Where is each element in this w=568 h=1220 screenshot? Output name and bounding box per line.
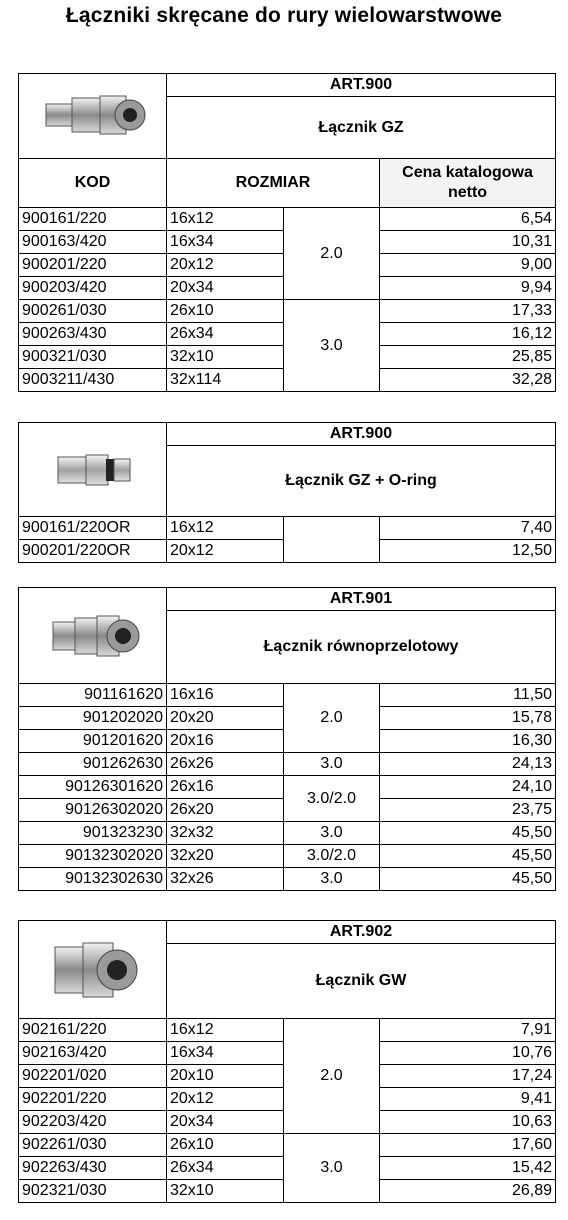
kod-cell: 900161/220OR — [19, 517, 167, 540]
fitting-straight-icon — [43, 606, 143, 666]
size-cell: 26x16 — [167, 776, 284, 799]
size-cell: 26x34 — [167, 1157, 284, 1180]
size-cell: 20x12 — [167, 254, 284, 277]
col-header-kod: KOD — [19, 159, 167, 208]
fitting-gw-icon — [43, 935, 143, 1005]
price-cell: 45,50 — [380, 868, 556, 891]
kod-cell: 901201620 — [19, 730, 167, 753]
price-cell: 26,89 — [380, 1180, 556, 1203]
group-cell: 3.0/2.0 — [284, 845, 380, 868]
table-row — [19, 1134, 556, 1157]
price-cell: 7,91 — [380, 1019, 556, 1042]
kod-cell: 900161/220 — [19, 208, 167, 231]
size-cell: 26x20 — [167, 799, 284, 822]
kod-cell: 900261/030 — [19, 300, 167, 323]
size-cell: 32x10 — [167, 346, 284, 369]
product-image-cell — [19, 74, 167, 159]
art-number: ART.902 — [167, 921, 556, 944]
size-cell: 20x34 — [167, 277, 284, 300]
product-name: Łącznik równoprzelotowy — [167, 611, 556, 684]
price-cell: 16,30 — [380, 730, 556, 753]
kod-cell: 90126301620 — [19, 776, 167, 799]
price-cell: 10,76 — [380, 1042, 556, 1065]
price-cell: 15,78 — [380, 707, 556, 730]
size-cell: 16x34 — [167, 231, 284, 254]
table-art900-gz-oring — [18, 422, 556, 563]
kod-cell: 900203/420 — [19, 277, 167, 300]
price-cell: 16,12 — [380, 323, 556, 346]
price-cell: 17,24 — [380, 1065, 556, 1088]
kod-cell: 900201/220OR — [19, 540, 167, 563]
table-row — [19, 1019, 556, 1042]
size-cell: 32x26 — [167, 868, 284, 891]
price-cell: 6,54 — [380, 208, 556, 231]
price-cell: 11,50 — [380, 684, 556, 707]
size-cell: 16x16 — [167, 684, 284, 707]
product-name: Łącznik GZ + O-ring — [167, 446, 556, 517]
art-number: ART.901 — [167, 588, 556, 611]
size-cell: 16x34 — [167, 1042, 284, 1065]
table-art902 — [18, 920, 556, 1203]
size-cell: 20x34 — [167, 1111, 284, 1134]
table-row — [19, 517, 556, 540]
kod-cell: 902321/030 — [19, 1180, 167, 1203]
kod-cell: 900321/030 — [19, 346, 167, 369]
group-cell-empty — [284, 517, 380, 563]
size-cell: 26x26 — [167, 753, 284, 776]
price-cell: 17,33 — [380, 300, 556, 323]
size-cell: 26x34 — [167, 323, 284, 346]
price-cell: 25,85 — [380, 346, 556, 369]
kod-cell: 90126302020 — [19, 799, 167, 822]
price-cell: 24,10 — [380, 776, 556, 799]
fitting-gz-oring-icon — [48, 445, 138, 495]
size-cell: 20x16 — [167, 730, 284, 753]
size-cell: 20x12 — [167, 540, 284, 563]
size-cell: 32x32 — [167, 822, 284, 845]
fitting-gz-icon — [38, 86, 148, 146]
kod-cell: 90132302020 — [19, 845, 167, 868]
table-row — [19, 776, 556, 799]
size-cell: 20x20 — [167, 707, 284, 730]
kod-cell: 90132302630 — [19, 868, 167, 891]
product-image-cell — [19, 588, 167, 684]
kod-cell: 902161/220 — [19, 1019, 167, 1042]
kod-cell: 900163/420 — [19, 231, 167, 254]
table-art900-gz — [18, 73, 556, 392]
art-number: ART.900 — [167, 74, 556, 97]
price-cell: 23,75 — [380, 799, 556, 822]
price-cell: 24,13 — [380, 753, 556, 776]
group-cell: 3.0 — [284, 753, 380, 776]
product-image-cell — [19, 423, 167, 517]
table-art901 — [18, 587, 556, 891]
group-cell: 3.0 — [284, 300, 380, 392]
size-cell: 26x10 — [167, 1134, 284, 1157]
table-row — [19, 684, 556, 707]
kod-cell: 9003211/430 — [19, 369, 167, 392]
group-cell: 3.0 — [284, 822, 380, 845]
group-cell: 2.0 — [284, 208, 380, 300]
col-header-rozmiar: ROZMIAR — [167, 159, 380, 208]
table-row — [19, 208, 556, 231]
table-row — [19, 868, 556, 891]
size-cell: 26x10 — [167, 300, 284, 323]
price-cell: 9,94 — [380, 277, 556, 300]
size-cell: 20x10 — [167, 1065, 284, 1088]
price-cell: 32,28 — [380, 369, 556, 392]
kod-cell: 902261/030 — [19, 1134, 167, 1157]
table-row — [19, 822, 556, 845]
size-cell: 16x12 — [167, 517, 284, 540]
product-name: Łącznik GZ — [167, 97, 556, 159]
art-number: ART.900 — [167, 423, 556, 446]
table-row — [19, 753, 556, 776]
group-cell: 3.0/2.0 — [284, 776, 380, 822]
size-cell: 32x114 — [167, 369, 284, 392]
price-cell: 45,50 — [380, 845, 556, 868]
price-cell: 12,50 — [380, 540, 556, 563]
kod-cell: 901323230 — [19, 822, 167, 845]
price-cell: 7,40 — [380, 517, 556, 540]
col-header-cena: Cena katalogowa netto — [380, 159, 556, 208]
kod-cell: 902163/420 — [19, 1042, 167, 1065]
product-image-cell — [19, 921, 167, 1019]
product-name: Łącznik GW — [167, 944, 556, 1019]
group-cell: 2.0 — [284, 684, 380, 753]
group-cell: 3.0 — [284, 1134, 380, 1203]
price-cell: 17,60 — [380, 1134, 556, 1157]
price-cell: 15,42 — [380, 1157, 556, 1180]
group-cell: 2.0 — [284, 1019, 380, 1134]
kod-cell: 901262630 — [19, 753, 167, 776]
group-cell: 3.0 — [284, 868, 380, 891]
size-cell: 20x12 — [167, 1088, 284, 1111]
table-row — [19, 845, 556, 868]
page-title: Łączniki skręcane do rury wielowarstwowe — [65, 4, 503, 27]
size-cell: 32x20 — [167, 845, 284, 868]
size-cell: 16x12 — [167, 208, 284, 231]
kod-cell: 902263/430 — [19, 1157, 167, 1180]
kod-cell: 902201/220 — [19, 1088, 167, 1111]
kod-cell: 902201/020 — [19, 1065, 167, 1088]
table-row — [19, 300, 556, 323]
kod-cell: 902203/420 — [19, 1111, 167, 1134]
price-cell: 10,31 — [380, 231, 556, 254]
kod-cell: 900263/430 — [19, 323, 167, 346]
price-cell: 45,50 — [380, 822, 556, 845]
price-cell: 9,00 — [380, 254, 556, 277]
price-cell: 10,63 — [380, 1111, 556, 1134]
price-cell: 9,41 — [380, 1088, 556, 1111]
kod-cell: 901202020 — [19, 707, 167, 730]
kod-cell: 901161620 — [19, 684, 167, 707]
kod-cell: 900201/220 — [19, 254, 167, 277]
size-cell: 16x12 — [167, 1019, 284, 1042]
size-cell: 32x10 — [167, 1180, 284, 1203]
